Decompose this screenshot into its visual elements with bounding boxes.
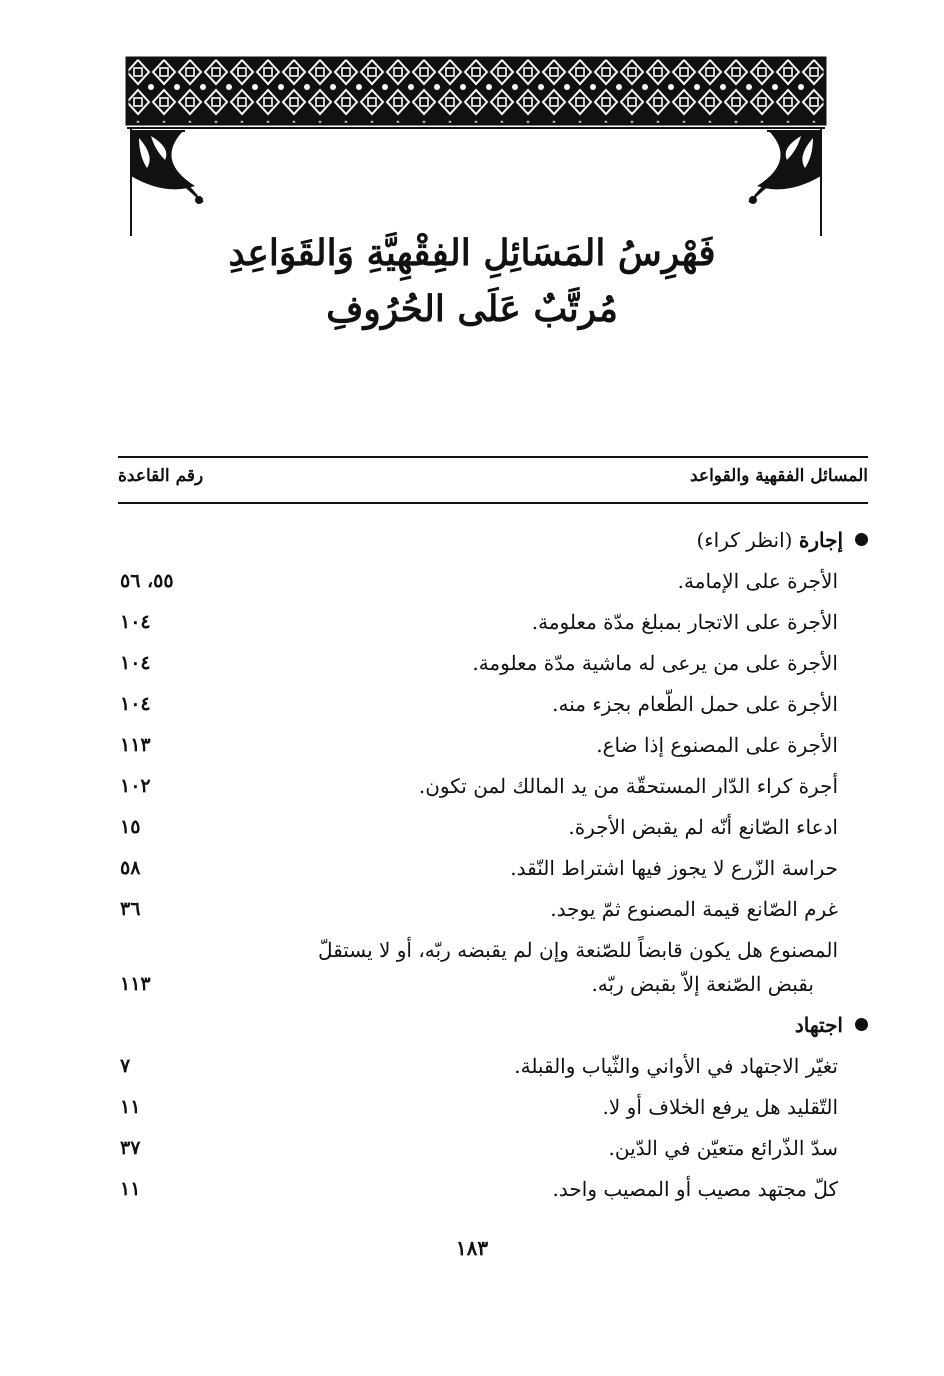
list-item: الأجرة على حمل الطّعام بجزء منه. ١٠٤ — [120, 692, 838, 716]
page-number: ١٨٣ — [455, 1236, 489, 1260]
section-heading: اجتهاد — [118, 1007, 868, 1048]
list-item: الأجرة على المصنوع إذا ضاع. ١١٣ — [120, 733, 838, 757]
section-heading: إجارة (انظر كراء) — [118, 522, 868, 563]
list-item-multiline: المصنوع هل يكون قابضاً للصّنعة وإن لم يقبضه ربّه، أو لا يستقلّ — [317, 938, 838, 962]
index-subtitle: مُرتَّبٌ عَلَى الحُرُوفِ — [326, 288, 618, 330]
column-header — [118, 464, 868, 494]
list-item: ادعاء الصّانع أنّه لم يقبض الأجرة. ١٥ — [120, 815, 838, 839]
left-corner-ornament-icon — [131, 128, 203, 236]
list-item: الأجرة على الإمامة. ٥٥، ٥٦ — [120, 569, 838, 593]
index-list — [118, 522, 868, 1212]
bullet-icon — [855, 533, 868, 546]
index-title: فَهْرِسُ المَسَائِلِ الفِقْهِيَّةِ وَالقَوَاعِدِ — [228, 232, 716, 274]
list-item-continuation: بقبض الصّنعة إلاّ بقبض ربّه. ١١٣ — [120, 972, 814, 996]
header-topics: المسائل الفقهية والقواعد — [690, 466, 868, 486]
list-item: سدّ الذّرائع متعيّن في الدّين. ٣٧ — [120, 1136, 838, 1160]
list-item: التّقليد هل يرفع الخلاف أو لا. ١١ — [120, 1095, 838, 1119]
header-bottom-rule — [118, 502, 868, 504]
list-item: تغيّر الاجتهاد في الأواني والثّياب والقبلة. ٧ — [120, 1054, 838, 1078]
header-rule-number: رقم القاعدة — [118, 466, 204, 486]
ornamental-header-band — [125, 56, 827, 246]
right-corner-ornament-icon — [749, 128, 821, 236]
header-top-rule — [118, 456, 868, 458]
list-item: الأجرة على الاتجار بمبلغ مدّة معلومة. ١٠٤ — [120, 610, 838, 634]
list-item: حراسة الزّرع لا يجوز فيها اشتراط النّقد. ٥٨ — [120, 856, 838, 880]
list-item: أجرة كراء الدّار المستحقّة من يد المالك لمن تكون. ١٠٢ — [120, 774, 838, 798]
bullet-icon — [855, 1018, 868, 1031]
list-item: غرم الصّانع قيمة المصنوع ثمّ يوجد. ٣٦ — [120, 897, 838, 921]
list-item: الأجرة على من يرعى له ماشية مدّة معلومة. ١٠٤ — [120, 651, 838, 675]
list-item: كلّ مجتهد مصيب أو المصيب واحد. ١١ — [120, 1177, 838, 1201]
